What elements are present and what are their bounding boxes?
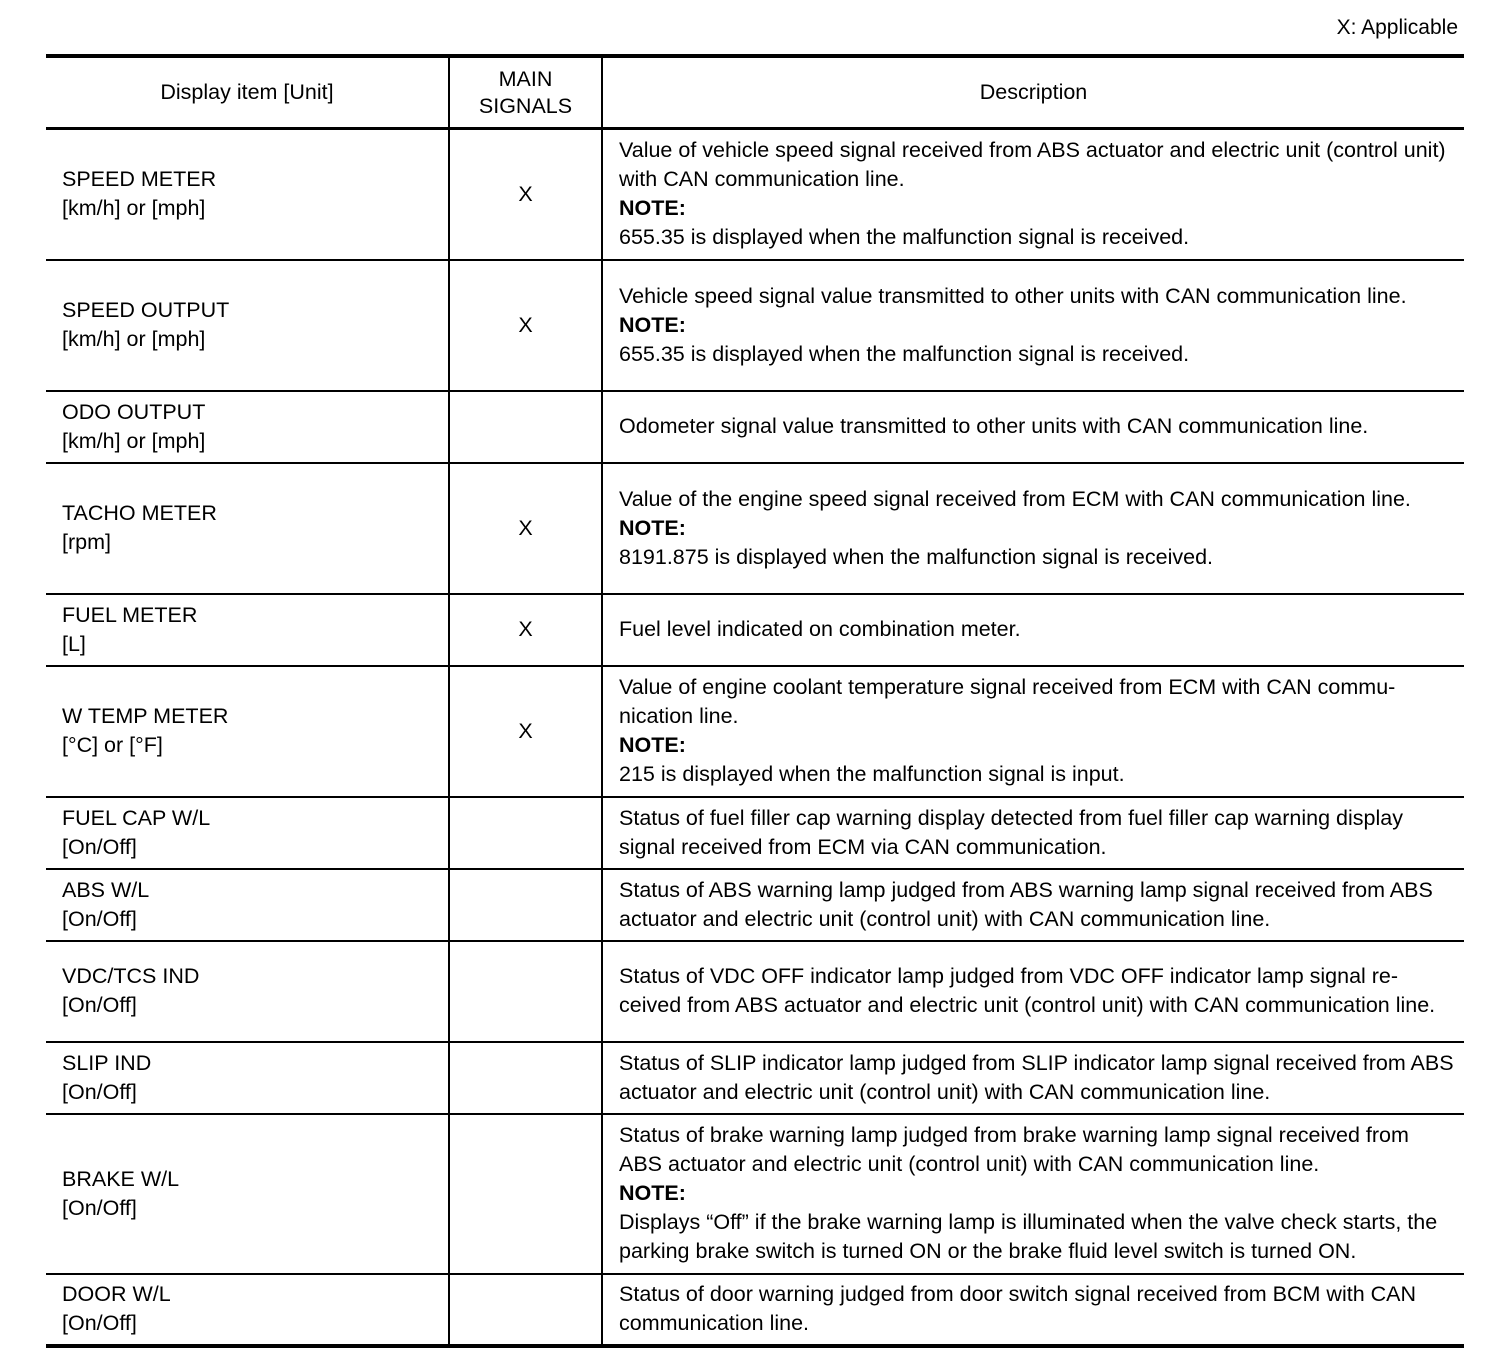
- table-row: [46, 129, 1464, 260]
- row-description: [602, 1274, 1464, 1346]
- description-text: Status of brake warning lamp judged from brake warning lamp signal received from ABS actuator and electric unit (control unit) with CAN communication line.: [619, 1123, 1409, 1176]
- row-description: [602, 594, 1464, 666]
- display-items-table: [46, 54, 1464, 1348]
- table-row: [46, 869, 1464, 941]
- row-description: [602, 260, 1464, 391]
- note-label: NOTE:: [619, 515, 686, 540]
- note-text: 655.35 is displayed when the malfunction signal is received.: [619, 341, 1190, 366]
- row-main-signal: [449, 869, 602, 941]
- description-text: Value of vehicle speed signal received from ABS actuator and electric unit (control unit) with CAN communication line.: [619, 138, 1446, 192]
- table-row: [46, 797, 1464, 869]
- table-row: [46, 463, 1464, 594]
- header-display-item: Display item [Unit]: [160, 80, 334, 104]
- note-text: Displays “Off” if the brake warning lamp is illuminated when the valve check starts, the parking brake switch is turned ON or the brake fluid level switch is turned ON.: [619, 1210, 1438, 1263]
- description-text: Value of engine coolant temperature signal received from ECM with CAN commu-nication line.: [619, 675, 1396, 728]
- row-description: [602, 869, 1464, 941]
- table-row: [46, 1114, 1464, 1274]
- row-main-signal: X: [449, 463, 602, 594]
- note-label: NOTE:: [619, 733, 686, 757]
- row-main-signal: [449, 1042, 602, 1114]
- row-main-signal: X: [449, 666, 602, 797]
- description-text: Status of door warning judged from door switch signal received from BCM with CAN communication line.: [619, 1282, 1417, 1335]
- table-row: [46, 941, 1464, 1042]
- row-main-signal: [449, 1114, 602, 1274]
- description-text: Status of SLIP indicator lamp judged from SLIP indicator lamp signal received from ABS actuator and electric unit (control unit) with CAN communication line.: [619, 1050, 1454, 1104]
- note-text: 215 is displayed when the malfunction signal is input.: [619, 762, 1125, 786]
- row-main-signal: [449, 1274, 602, 1346]
- header-main-line2: SIGNALS: [478, 93, 573, 118]
- row-display-item: FUEL CAP W/L [On/Off]: [62, 805, 211, 859]
- applicable-legend: X: Applicable: [1336, 16, 1458, 39]
- description-text: Fuel level indicated on combination meter.: [619, 617, 1021, 641]
- note-label: NOTE:: [619, 312, 686, 337]
- description-text: Value of the engine speed signal received from ECM with CAN communication line.: [619, 486, 1411, 511]
- row-display-item: ODO OUTPUT [km/h] or [mph]: [62, 399, 206, 453]
- table-row: [46, 666, 1464, 797]
- description-text: Status of ABS warning lamp judged from ABS warning lamp signal received from ABS actuator and electric unit (control unit) with CAN communication line.: [619, 877, 1433, 931]
- table-row: [46, 260, 1464, 391]
- row-main-signal: X: [449, 594, 602, 666]
- row-display-item: FUEL METER [L]: [62, 602, 198, 656]
- row-display-item: ABS W/L [On/Off]: [62, 877, 150, 931]
- row-display-item: TACHO METER [rpm]: [62, 501, 217, 554]
- row-main-signal: [449, 797, 602, 869]
- row-display-item: VDC/TCS IND [On/Off]: [62, 964, 200, 1017]
- row-description: [602, 941, 1464, 1042]
- row-description: [602, 666, 1464, 797]
- table-row: [46, 1274, 1464, 1346]
- row-display-item: SPEED METER [km/h] or [mph]: [62, 167, 217, 221]
- row-description: [602, 1042, 1464, 1114]
- description-text: Status of fuel filler cap warning display detected from fuel filler cap warning display signal received from ECM via CAN communication.: [619, 805, 1403, 859]
- table-row: [46, 391, 1464, 463]
- row-display-item: SPEED OUTPUT [km/h] or [mph]: [62, 298, 230, 351]
- row-description: [602, 463, 1464, 594]
- row-description: [602, 1114, 1464, 1274]
- row-description: [602, 391, 1464, 463]
- header-main-line1: MAIN: [498, 66, 553, 91]
- row-display-item: W TEMP METER [°C] or [°F]: [62, 704, 229, 757]
- header-description: Description: [602, 56, 1464, 129]
- row-main-signal: [449, 941, 602, 1042]
- table-header-row: [46, 56, 1464, 129]
- row-main-signal: X: [449, 260, 602, 391]
- row-description: [602, 797, 1464, 869]
- description-text: Status of VDC OFF indicator lamp judged from VDC OFF indicator lamp signal re-ceived from ABS actuator and electric unit (control unit) with CAN communication line.: [619, 964, 1436, 1017]
- header-main-signals: [449, 56, 602, 129]
- note-text: 655.35 is displayed when the malfunction signal is received.: [619, 225, 1190, 250]
- row-description: [602, 129, 1464, 260]
- row-main-signal: [449, 391, 602, 463]
- description-text: Odometer signal value transmitted to other units with CAN communication line.: [619, 414, 1369, 438]
- note-text: 8191.875 is displayed when the malfunction signal is received.: [619, 544, 1214, 569]
- description-text: Vehicle speed signal value transmitted to other units with CAN communication line.: [619, 283, 1407, 308]
- table-row: [46, 594, 1464, 666]
- row-display-item: BRAKE W/L [On/Off]: [62, 1166, 180, 1220]
- note-label: NOTE:: [619, 1181, 686, 1205]
- table-row: [46, 1042, 1464, 1114]
- note-label: NOTE:: [619, 196, 686, 221]
- row-display-item: SLIP IND [On/Off]: [62, 1050, 152, 1104]
- row-display-item: DOOR W/L [On/Off]: [62, 1282, 171, 1335]
- row-main-signal: X: [449, 129, 602, 260]
